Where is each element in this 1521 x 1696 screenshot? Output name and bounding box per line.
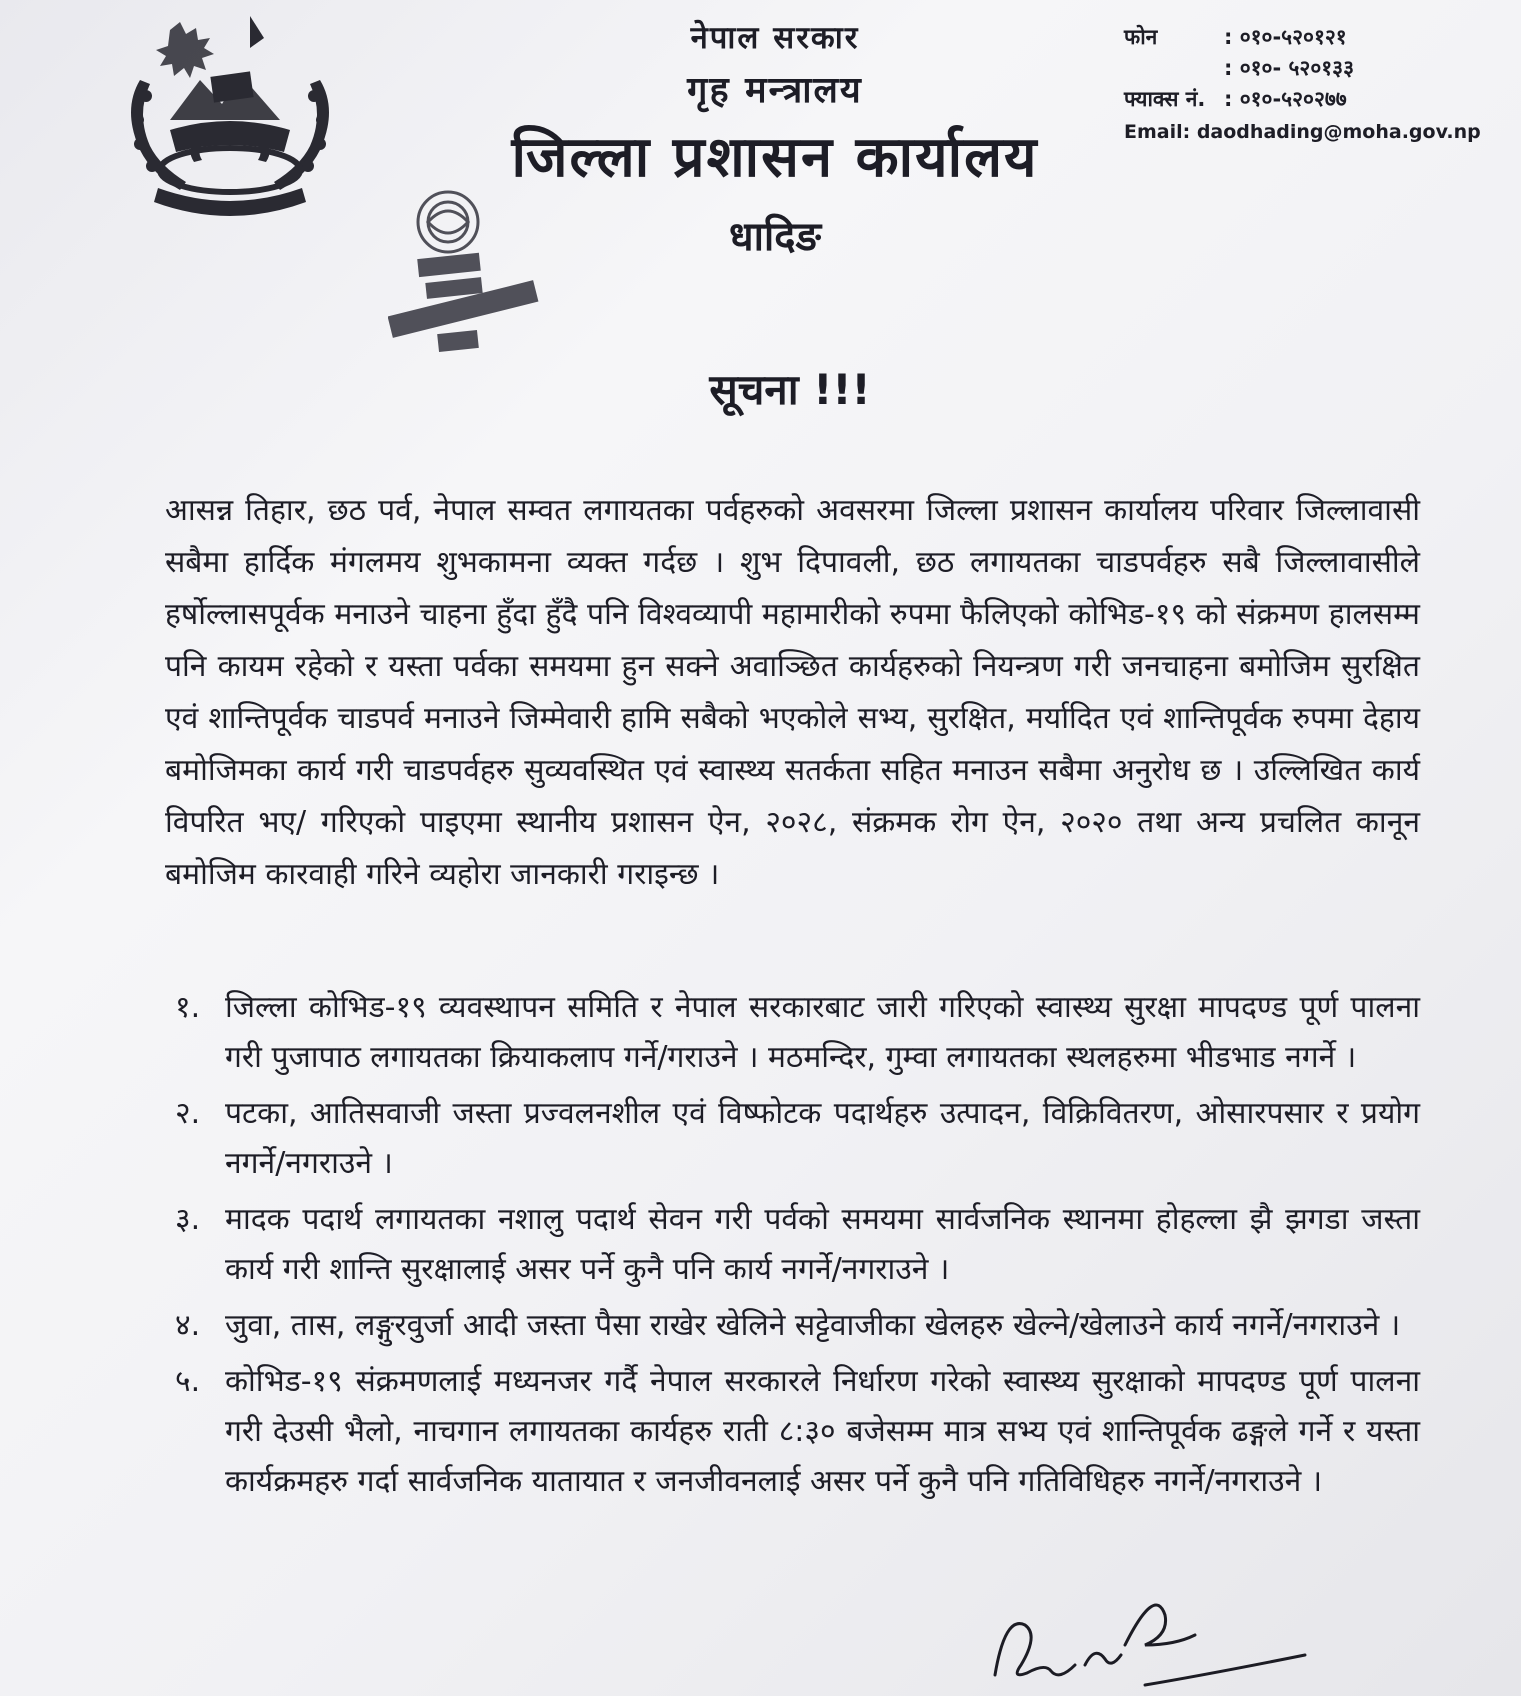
phone-label: फोन (1124, 25, 1158, 49)
item-number: २. (175, 1096, 201, 1131)
item-text: कोभिड-१९ संक्रमणलाई मध्यनजर गर्दै नेपाल सरकारले निर्धारण गरेको स्वास्थ्य सुरक्षाको मापदण्ड पूर्ण पालना गरी देउसी भैलो, नाचगान लगायतका कार्यहरु राती ८:३० बजेसम्म मात्र सभ्य एवं शान्तिपूर्वक ढङ्गले गर्ने र यस्ता कार्यक्रमहरु गर्दा सार्वजनिक यातायात र जनजीवनलाई असर पर्ने कुनै पनि गतिविधिहरु नगर्ने/नगराउने । (225, 1364, 1420, 1499)
nepal-coat-of-arms-icon (100, 10, 360, 230)
item-number: ४. (175, 1308, 201, 1343)
list-item (175, 983, 1420, 1083)
item-number: १. (175, 990, 201, 1025)
notice-title: सूचना !!! (709, 365, 871, 414)
item-number: ३. (175, 1202, 201, 1237)
list-item (175, 1301, 1420, 1351)
contact-info (1124, 22, 1481, 148)
list-item (175, 1089, 1420, 1189)
item-text: जिल्ला कोभिड-१९ व्यवस्थापन समिति र नेपाल सरकारबाट जारी गरिएको स्वास्थ्य सुरक्षा मापदण्ड पूर्ण पालना गरी पुजापाठ लगायतका क्रियाकलाप गर्ने/गराउने । मठमन्दिर, गुम्वा लगायतका स्थलहरुमा भीडभाड नगर्ने । (225, 990, 1420, 1075)
list-item (175, 1195, 1420, 1295)
item-text: मादक पदार्थ लगायतका नशालु पदार्थ सेवन गरी पर्वको समयमा सार्वजनिक स्थानमा होहल्ला झै झगडा जस्ता कार्य गरी शान्ति सुरक्षालाई असर पर्ने कुनै पनि कार्य नगर्ने/नगराउने । (225, 1202, 1420, 1287)
district-name: धादिङ (728, 214, 822, 260)
item-number: ५. (175, 1364, 201, 1399)
list-item (175, 1357, 1420, 1507)
handwritten-signature-icon (975, 1585, 1315, 1695)
government-name: नेपाल सरकार (690, 20, 860, 56)
item-text: पटका, आतिसवाजी जस्ता प्रज्वलनशील एवं विष्फोटक पदार्थहरु उत्पादन, विक्रिवितरण, ओसारपसार र प्रयोग नगर्ने/नगराउने । (225, 1096, 1420, 1181)
notice-items-list (175, 983, 1420, 1513)
phone-number-2: : ०१०- ५२०१३३ (1224, 56, 1355, 80)
phone-number-1: : ०१०-५२०१२१ (1224, 25, 1347, 49)
ministry-name: गृह मन्त्रालय (687, 70, 863, 111)
office-seal-icon (388, 180, 588, 380)
notice-paragraph: आसन्न तिहार, छठ पर्व, नेपाल सम्वत लगायतका पर्वहरुको अवसरमा जिल्ला प्रशासन कार्यालय परिवार जिल्लावासी सबैमा हार्दिक मंगलमय शुभकामना व्यक्त गर्दछ । शुभ दिपावली, छठ लगायतका चाडपर्वहरु सबै जिल्लावासीले हर्षोल्लासपूर्वक मनाउने चाहना हुँदा हुँदै पनि विश्वव्यापी महामारीको रुपमा फैलिएको कोभिड-१९ को संक्रमण हालसम्म पनि कायम रहेको र यस्ता पर्वका समयमा हुन सक्ने अवाञ्छित कार्यहरुको नियन्त्रण गरी जनचाहना बमोजिम सुरक्षित एवं शान्तिपूर्वक चाडपर्व मनाउने जिम्मेवारी हामि सबैको भएकोले सभ्य, सुरक्षित, मर्यादित एवं शान्तिपूर्वक रुपमा देहाय बमोजिमका कार्य गरी चाडपर्वहरु सुव्यवस्थित एवं स्वास्थ्य सतर्कता सहित मनाउन सबैमा अनुरोध छ । उल्लिखित कार्य विपरित भए/ गरिएको पाइएमा स्थानीय प्रशासन ऐन, २०२८, संक्रमक रोग ऐन, २०२० तथा अन्य प्रचलित कानून बमोजिम कारवाही गरिने व्यहोरा जानकारी गराइन्छ । (165, 493, 1420, 892)
fax-number: : ०१०-५२०२७७ (1224, 87, 1347, 111)
email-address: Email: daodhading@moha.gov.np (1124, 121, 1481, 143)
office-name: जिल्ला प्रशासन कार्यालय (511, 125, 1039, 190)
fax-label: फ्याक्स नं. (1124, 87, 1206, 111)
item-text: जुवा, तास, लङ्गुरवुर्जा आदी जस्ता पैसा राखेर खेलिने सट्टेवाजीका खेलहरु खेल्ने/खेलाउने कार्य नगर्ने/नगराउने । (225, 1308, 1401, 1343)
